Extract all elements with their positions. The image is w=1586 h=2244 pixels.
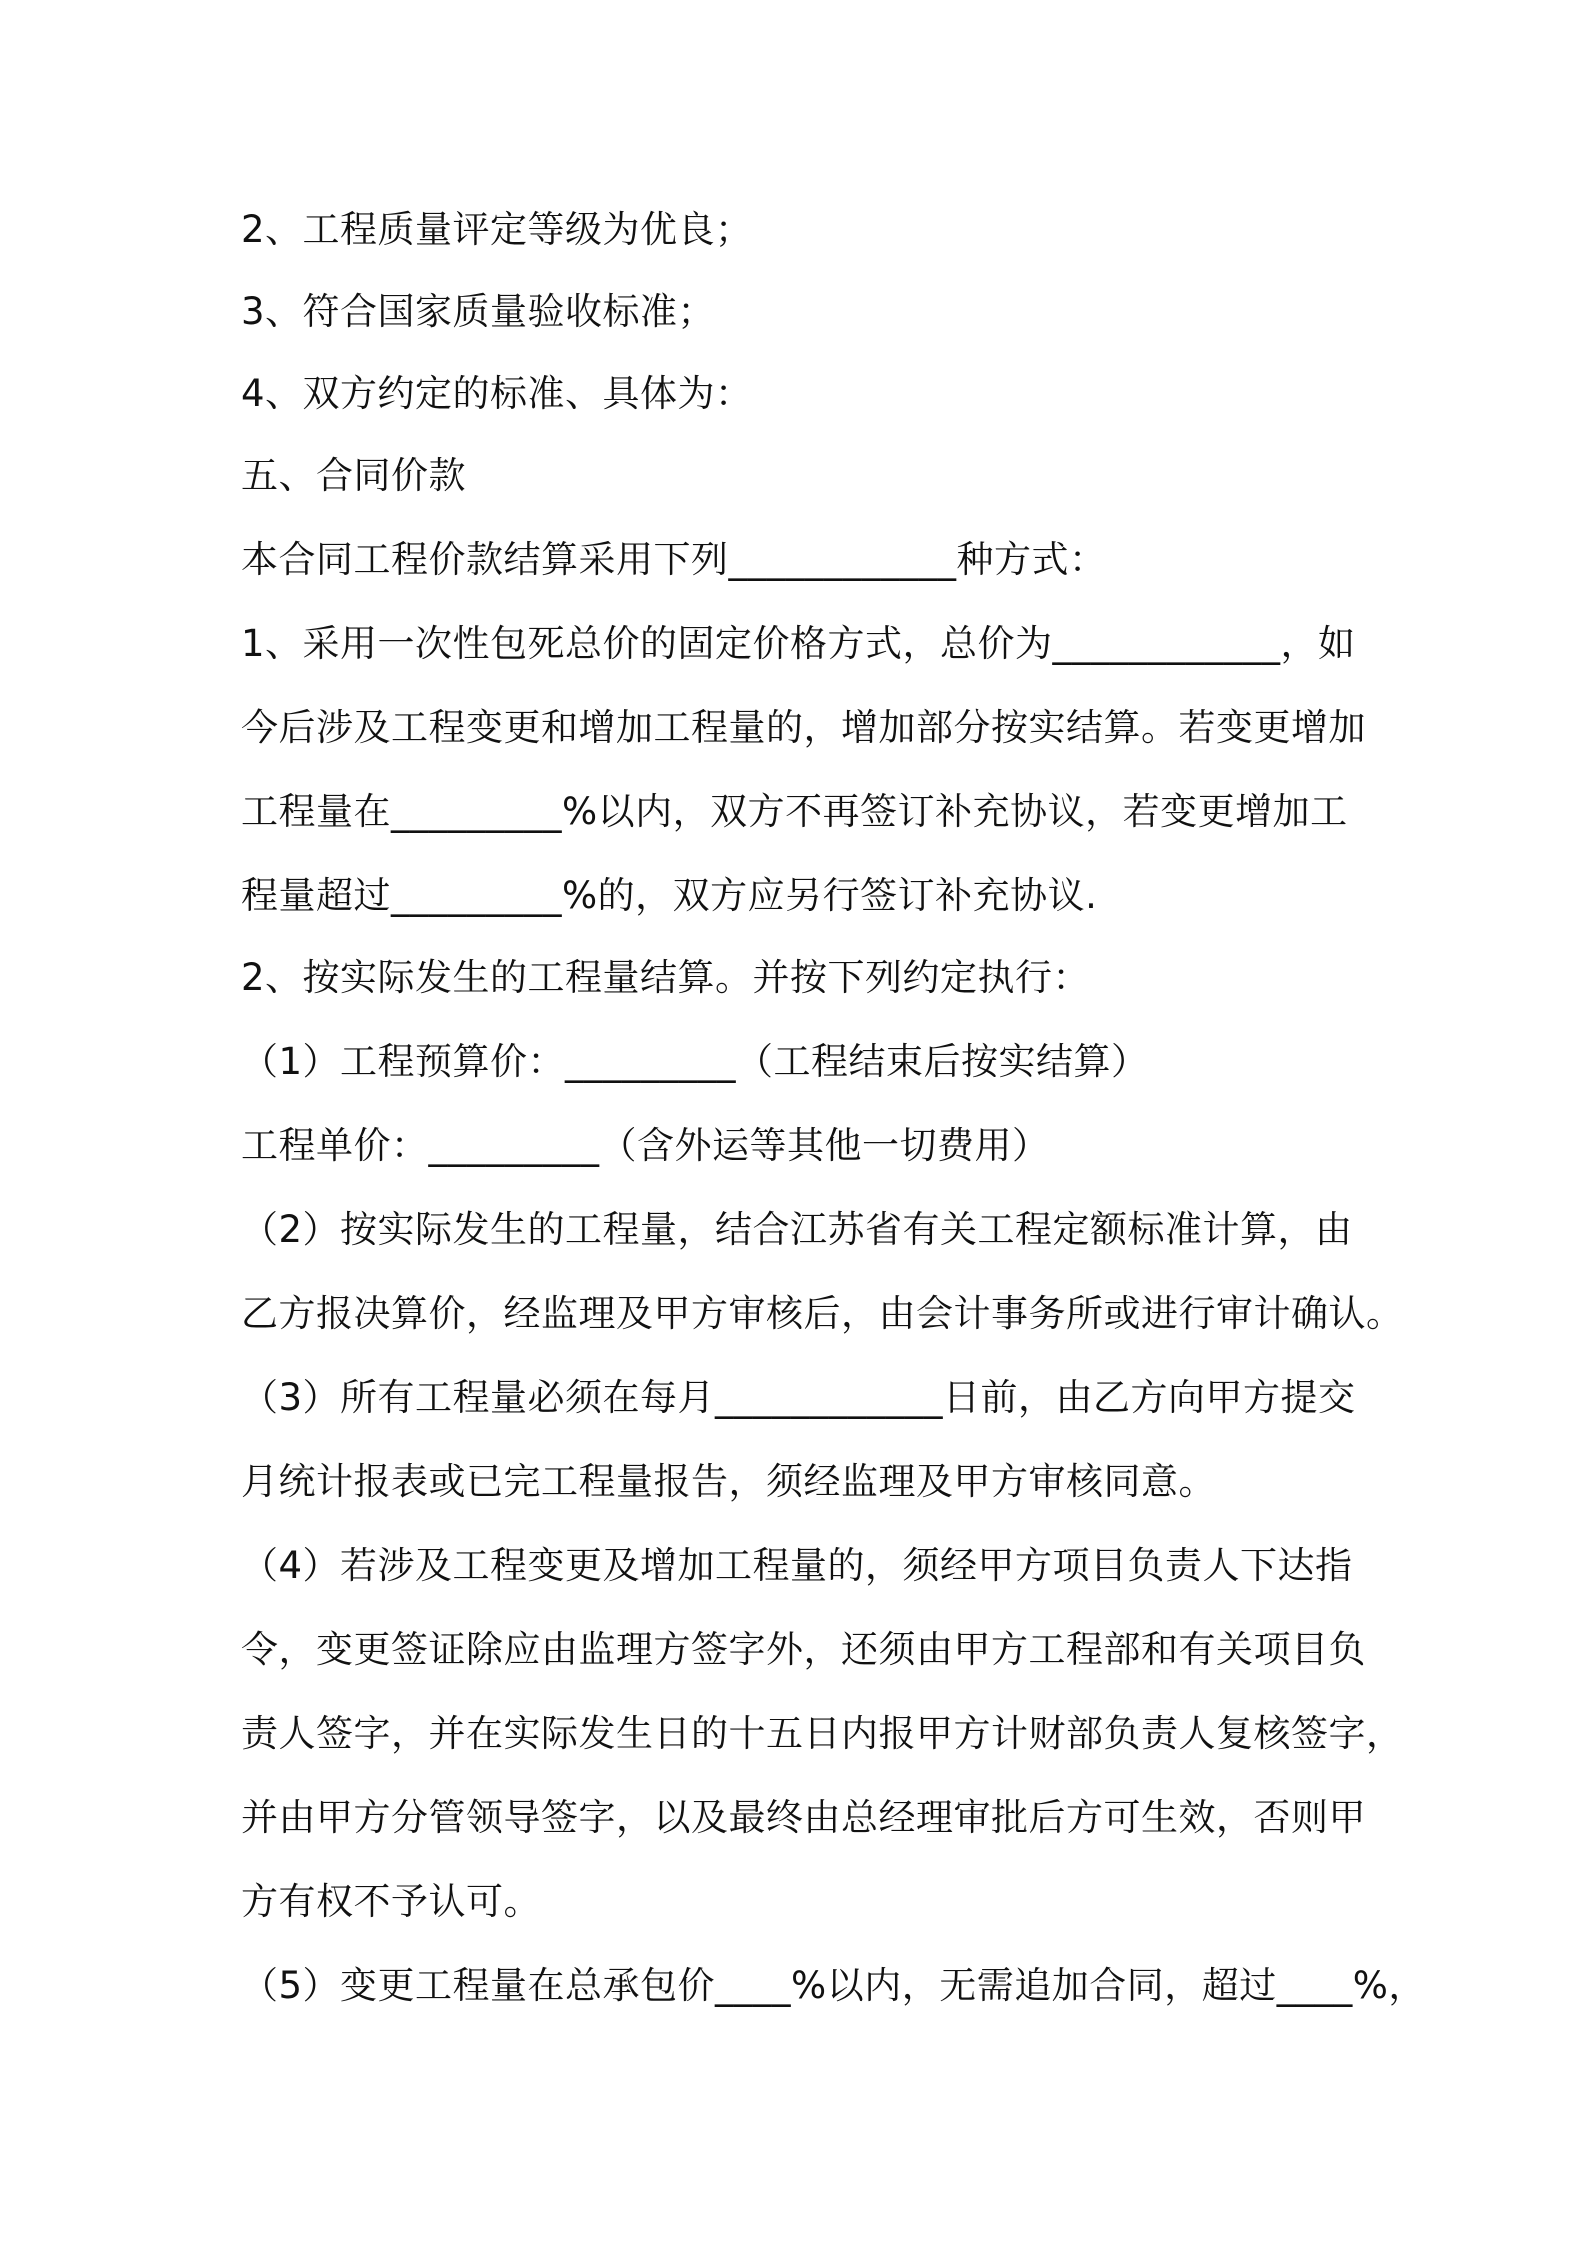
item-change-approval-cont-2: 责人签字，并在实际发生日的十五日内报甲方计财部负责人复核签字， [241, 1712, 1404, 1755]
item-budget-price: （1）工程预算价：_________（工程结束后按实结算） [241, 1040, 1149, 1083]
clause-national-standard: 3、符合国家质量验收标准； [241, 290, 716, 333]
item-change-quantity-limit: （5）变更工程量在总承包价____%以内，无需追加合同，超过____%， [241, 1964, 1426, 2007]
paragraph-fixed-price-cont-3: 程量超过_________%的，双方应另行签订补充协议. [241, 874, 1098, 917]
item-change-approval-cont-4: 方有权不予认可。 [241, 1880, 541, 1923]
item-change-approval-cont-1: 令，变更签证除应由监理方签字外，还须由甲方工程部和有关项目负 [241, 1628, 1366, 1671]
clause-agreed-standard: 4、双方约定的标准、具体为： [241, 372, 753, 415]
item-quota-calculation: （2）按实际发生的工程量，结合江苏省有关工程定额标准计算，由 [241, 1208, 1353, 1251]
item-monthly-report-cont: 月统计报表或已完工程量报告，须经监理及甲方审核同意。 [241, 1460, 1216, 1503]
clause-quality-grade: 2、工程质量评定等级为优良； [241, 208, 753, 251]
item-change-approval: （4）若涉及工程变更及增加工程量的，须经甲方项目负责人下达指 [241, 1544, 1353, 1587]
paragraph-actual-quantity: 2、按实际发生的工程量结算。并按下列约定执行： [241, 956, 1091, 999]
item-unit-price: 工程单价：_________（含外运等其他一切费用） [241, 1124, 1050, 1167]
paragraph-fixed-price-cont-1: 今后涉及工程变更和增加工程量的，增加部分按实结算。若变更增加 [241, 706, 1366, 749]
paragraph-fixed-price-cont-2: 工程量在_________%以内，双方不再签订补充协议，若变更增加工 [241, 790, 1348, 833]
item-change-approval-cont-3: 并由甲方分管领导签字，以及最终由总经理审批后方可生效，否则甲 [241, 1796, 1366, 1839]
item-quota-calculation-cont: 乙方报决算价，经监理及甲方审核后，由会计事务所或进行审计确认。 [241, 1292, 1404, 1335]
section-heading-contract-price: 五、合同价款 [241, 454, 466, 497]
paragraph-settlement-method: 本合同工程价款结算采用下列____________种方式： [241, 538, 1107, 581]
item-monthly-report: （3）所有工程量必须在每月____________日前，由乙方向甲方提交 [241, 1376, 1356, 1419]
paragraph-fixed-price: 1、采用一次性包死总价的固定价格方式，总价为____________，如 [241, 622, 1356, 665]
